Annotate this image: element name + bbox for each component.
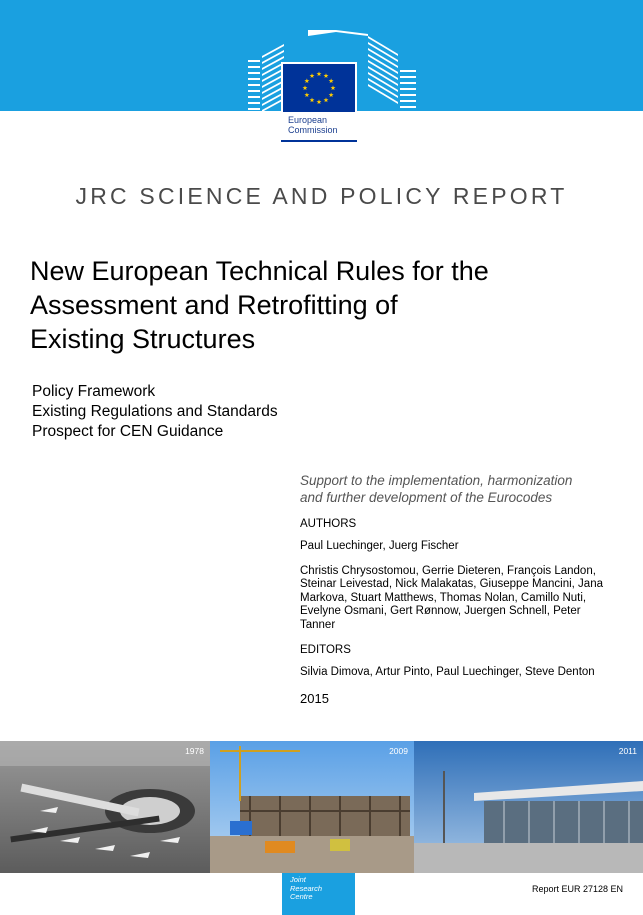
tagline-line: Support to the implementation, harmonization <box>300 473 573 488</box>
photo-2011-terminal <box>414 741 643 873</box>
editor-names: Silvia Dimova, Artur Pinto, Paul Luechinger, Steve Denton <box>300 666 595 678</box>
subtitle-line: Policy Framework <box>32 383 156 400</box>
photo-2009-construction <box>210 741 414 873</box>
eu-flag-icon <box>283 64 355 112</box>
author-list-line: Steinar Leivestad, Nick Malakatas, Giuseppe Mancini, Jana <box>300 578 603 590</box>
jrc-logo-text <box>290 876 322 902</box>
author-list-line: Markova, Stuart Matthews, Thomas Nolan, Camillo Nuti, <box>300 591 587 604</box>
logo-text <box>288 115 338 135</box>
photo-strip <box>0 741 643 873</box>
jrc-line: Research <box>290 883 323 893</box>
jrc-line: Centre <box>290 892 313 901</box>
photo-year-label: 1978 <box>185 746 204 756</box>
logo-line-1: European <box>288 115 328 125</box>
tagline <box>300 472 620 506</box>
logo-line-2: Commission <box>288 125 338 135</box>
title-line: Existing Structures <box>30 324 256 354</box>
photo-year-label: 2009 <box>389 746 408 756</box>
credits-column <box>300 472 620 706</box>
author-list-line: Evelyne Osmani, Gert Rønnow, Juergen Schnell, Peter <box>300 605 581 617</box>
publication-year: 2015 <box>300 690 329 706</box>
author-list <box>300 565 620 633</box>
authors-label: AUTHORS <box>300 518 357 530</box>
title-line: Assessment and Retrofitting of <box>30 290 398 320</box>
author-list-line: Christis Chrysostomou, Gerrie Dieteren, François Landon, <box>300 564 596 577</box>
tagline-line: and further development of the Eurocodes <box>300 490 553 505</box>
jrc-line: Joint <box>290 875 306 884</box>
subtitle <box>32 382 278 442</box>
editors-label: EDITORS <box>300 644 351 656</box>
photo-1978-airport <box>0 741 210 873</box>
lead-authors: Paul Luechinger, Juerg Fischer <box>300 540 459 552</box>
report-number: Report EUR 27128 EN <box>532 884 624 894</box>
main-title <box>30 254 630 356</box>
subtitle-line: Existing Regulations and Standards <box>32 403 278 420</box>
title-line: New European Technical Rules for the <box>30 256 489 286</box>
photo-year-label: 2011 <box>618 746 637 756</box>
logo-underline <box>281 140 357 142</box>
author-list-line: Tanner <box>300 618 336 631</box>
subtitle-line: Prospect for CEN Guidance <box>32 423 224 440</box>
report-type-heading: JRC SCIENCE AND POLICY REPORT <box>75 183 568 209</box>
